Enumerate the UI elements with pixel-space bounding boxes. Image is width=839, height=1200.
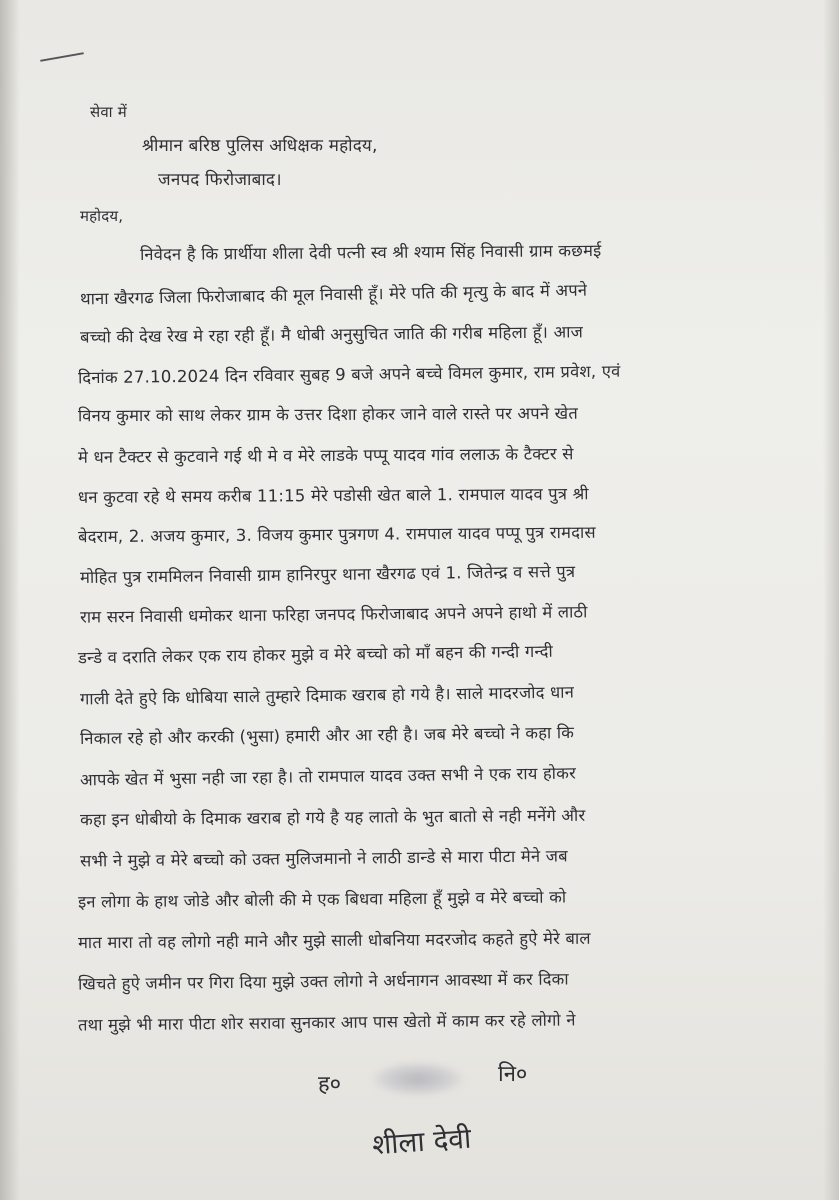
body-line: निकाल रहे हो और करकी (भुसा) हमारी और आ रही है। जब मेरे बच्चो ने कहा कि (79, 722, 575, 749)
body-line: दिनांक 27.10.2024 दिन रविवार सुबह 9 बजे अपने बच्चे विमल कुमार, राम प्रवेश, एवं (77, 361, 621, 388)
salutation: महोदय, (80, 207, 124, 225)
address-officer: श्रीमान बरिष्ठ पुलिस अधिक्षक महोदय, (142, 136, 378, 156)
body-line: थाना खैरगढ जिला फिरोजाबाद की मूल निवासी हूँ। मेरे पति की मृत्यु के बाद में अपने (79, 280, 588, 309)
body-line: खिचते हुऐ जमीन पर गिरा दिया मुझे उक्त लोगो ने अर्धनागन आवस्था में कर दिका (77, 969, 569, 994)
body-line: धन कुटवा रहे थे समय करीब 11:15 मेरे पडोसी खेत बाले 1. रामपाल यादव पुत्र श्री (77, 484, 589, 507)
body-line: सभी ने मुझे व मेरे बच्चो को उक्त मुलिजमानो ने लाठी डान्डे से मारा पीटा मेने जब (79, 846, 568, 871)
body-line: निवेदन है कि प्रार्थीया शीला देवी पत्नी स्व श्री श्याम सिंह निवासी ग्राम कछमई (139, 240, 602, 265)
sign-mark-left: ह० (318, 1072, 342, 1097)
body-line: मोहित पुत्र राममिलन निवासी ग्राम हानिरपुर थाना खैरगढ एवं 1. जितेन्द्र व सत्ते पुत्र (79, 561, 576, 588)
page-right-shadow (823, 0, 839, 1200)
redacted-blur (372, 1062, 464, 1096)
body-line: मात मारा तो वह लोगो नही माने और मुझे साली धोबनिया मदरजोद कहते हुऐ मेरे बाल (77, 928, 591, 953)
body-line: कहा इन धोबीयो के दिमाक खराब हो गये है यह लातो के भुत बातो से नही मनेंगे और (79, 805, 586, 830)
body-line: इन लोगा के हाथ जोडे और बोली की मे एक बिधवा महिला हूँ मुझे व मेरे बच्चो को (77, 887, 567, 912)
address-district: जनपद फिरोजाबाद। (158, 170, 282, 190)
body-line: डन्डे व दराति लेकर एक राय होकर मुझे व मेरे बच्चो को मॉं बहन की गन्दी गन्दी (77, 641, 554, 668)
sign-mark-right: नि० (498, 1062, 528, 1087)
body-line: आपके खेत में भुसा नही जा रहा है। तो रामपाल यादव उक्त सभी ने एक राय होकर (79, 763, 577, 790)
body-line: तथा मुझे भी मारा पीटा शोर सरावा सुनकार आप पास खेतो में काम कर रहे लोगो ने (77, 1010, 576, 1035)
body-line: मे धन टैक्टर से कुटवाने गई थी मे व मेरे लाडके पप्पू यादव गांव ललाऊ के टैक्टर से (77, 444, 574, 467)
address-to: सेवा में (90, 103, 127, 121)
body-line: विनय कुमार को साथ लेकर ग्राम के उत्तर दिशा होकर जाने वाले रास्ते पर अपने खेत (77, 403, 579, 426)
body-line: राम सरन निवासी धमोकर थाना फरिहा जनपद फिरोजाबाद अपने अपने हाथो में लाठी (79, 602, 588, 627)
body-line: बेदराम, 2. अजय कुमार, 3. विजय कुमार पुत्रगण 4. रामपाल यादव पप्पू पुत्र रामदास (77, 522, 596, 547)
page-left-shadow (0, 0, 20, 1200)
body-line: गाली देते हुऐ कि धोबिया साले तुम्हारे दिमाक खराब हो गये है। साले मादरजोद धान (79, 682, 575, 709)
signature: शीला देवी (371, 1121, 473, 1162)
pen-mark (40, 52, 84, 62)
body-line: बच्चो की देख रेख मे रहा रही हूँ। मै धोबी अनुसुचित जाति की गरीब महिला हूँ। आज (79, 322, 584, 347)
